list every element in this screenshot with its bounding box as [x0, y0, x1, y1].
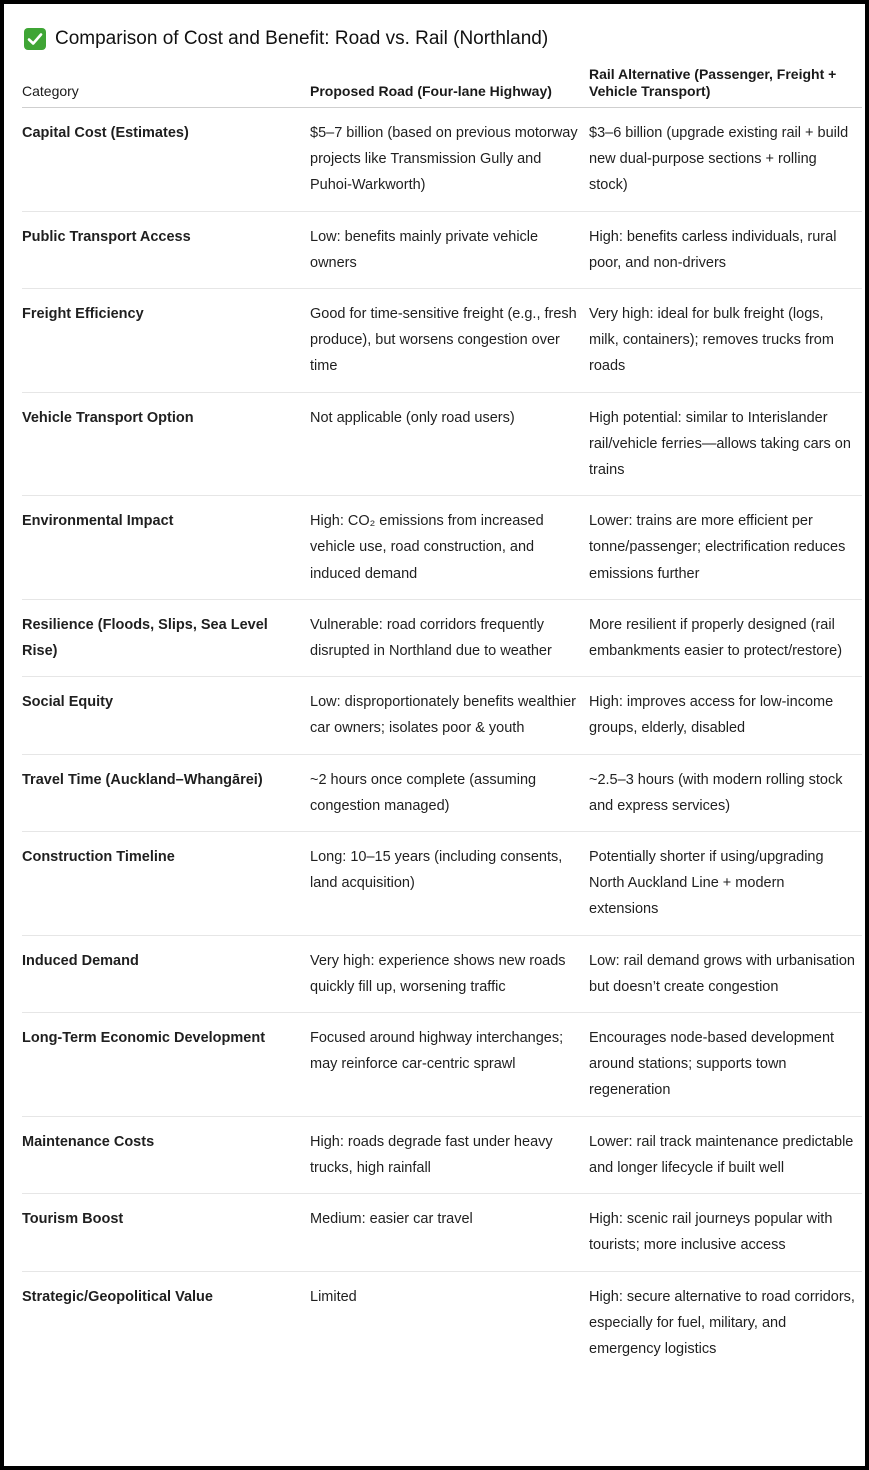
road-cell: ~2 hours once complete (assuming congestion managed) [310, 754, 589, 831]
category-cell: Resilience (Floods, Slips, Sea Level Rise) [22, 599, 310, 676]
category-cell: Maintenance Costs [22, 1116, 310, 1193]
table-row [22, 1013, 862, 1117]
road-cell: Low: disproportionately benefits wealthier car owners; isolates poor & youth [310, 677, 589, 754]
rail-cell: High potential: similar to Interislander rail/vehicle ferries—allows taking cars on trains [589, 392, 862, 496]
rail-cell: More resilient if properly designed (rail embankments easier to protect/restore) [589, 599, 862, 676]
table-row [22, 832, 862, 936]
header-rail: Rail Alternative (Passenger, Freight + Vehicle Transport) [589, 60, 862, 108]
road-cell: Good for time-sensitive freight (e.g., fresh produce), but worsens congestion over time [310, 289, 589, 393]
rail-cell: High: improves access for low-income groups, elderly, disabled [589, 677, 862, 754]
road-cell: Not applicable (only road users) [310, 392, 589, 496]
table-row [22, 1194, 862, 1271]
category-cell: Travel Time (Auckland–Whangārei) [22, 754, 310, 831]
table-row [22, 108, 862, 212]
page-title-text: Comparison of Cost and Benefit: Road vs. Rail (Northland) [55, 28, 549, 49]
road-cell: Focused around highway interchanges; may reinforce car-centric sprawl [310, 1013, 589, 1117]
table-row [22, 677, 862, 754]
rail-cell: ~2.5–3 hours (with modern rolling stock and express services) [589, 754, 862, 831]
road-cell: Medium: easier car travel [310, 1194, 589, 1271]
road-cell: High: roads degrade fast under heavy trucks, high rainfall [310, 1116, 589, 1193]
category-cell: Induced Demand [22, 935, 310, 1012]
page-title [24, 26, 548, 52]
category-cell: Public Transport Access [22, 211, 310, 288]
category-cell: Strategic/Geopolitical Value [22, 1288, 213, 1305]
rail-cell: High: secure alternative to road corridors, especially for fuel, military, and emergency logistics [589, 1288, 855, 1357]
road-cell: Limited [310, 1288, 357, 1305]
table-row [22, 1271, 862, 1374]
rail-cell: Lower: trains are more efficient per tonne/passenger; electrification reduces emissions further [589, 496, 862, 600]
category-cell: Social Equity [22, 677, 310, 754]
header-category: Category [22, 60, 310, 108]
category-cell: Vehicle Transport Option [22, 392, 310, 496]
category-cell: Long-Term Economic Development [22, 1013, 310, 1117]
table-row [22, 935, 862, 1012]
rail-cell: Potentially shorter if using/upgrading North Auckland Line + modern extensions [589, 832, 862, 936]
rail-cell: High: benefits carless individuals, rural poor, and non-drivers [589, 211, 862, 288]
category-cell: Environmental Impact [22, 496, 310, 600]
table-row [22, 754, 862, 831]
table-row [22, 496, 862, 600]
table-row [22, 392, 862, 496]
white-check-mark-icon [24, 28, 46, 50]
road-cell: Very high: experience shows new roads quickly fill up, worsening traffic [310, 935, 589, 1012]
road-cell: $5–7 billion (based on previous motorway projects like Transmission Gully and Puhoi-Warkworth) [310, 108, 589, 212]
category-cell: Capital Cost (Estimates) [22, 108, 310, 212]
rail-cell: $3–6 billion (upgrade existing rail + build new dual-purpose sections + rolling stock) [589, 108, 862, 212]
rail-cell: Very high: ideal for bulk freight (logs, milk, containers); removes trucks from roads [589, 289, 862, 393]
rail-cell: Lower: rail track maintenance predictable and longer lifecycle if built well [589, 1116, 862, 1193]
rail-cell: Low: rail demand grows with urbanisation but doesn’t create congestion [589, 935, 862, 1012]
category-cell: Construction Timeline [22, 832, 310, 936]
comparison-table [22, 60, 862, 1374]
table-row [22, 1116, 862, 1193]
road-cell: Vulnerable: road corridors frequently disrupted in Northland due to weather [310, 599, 589, 676]
rail-cell: Encourages node-based development around stations; supports town regeneration [589, 1013, 862, 1117]
table-row [22, 289, 862, 393]
category-cell: Tourism Boost [22, 1194, 310, 1271]
category-cell: Freight Efficiency [22, 289, 310, 393]
table-header-row [22, 60, 862, 108]
road-cell: Low: benefits mainly private vehicle owners [310, 211, 589, 288]
road-cell: Long: 10–15 years (including consents, land acquisition) [310, 832, 589, 936]
header-road: Proposed Road (Four-lane Highway) [310, 60, 589, 108]
table-row [22, 211, 862, 288]
rail-cell: High: scenic rail journeys popular with tourists; more inclusive access [589, 1194, 862, 1271]
road-cell: High: CO₂ emissions from increased vehicle use, road construction, and induced demand [310, 496, 589, 600]
table-row [22, 599, 862, 676]
